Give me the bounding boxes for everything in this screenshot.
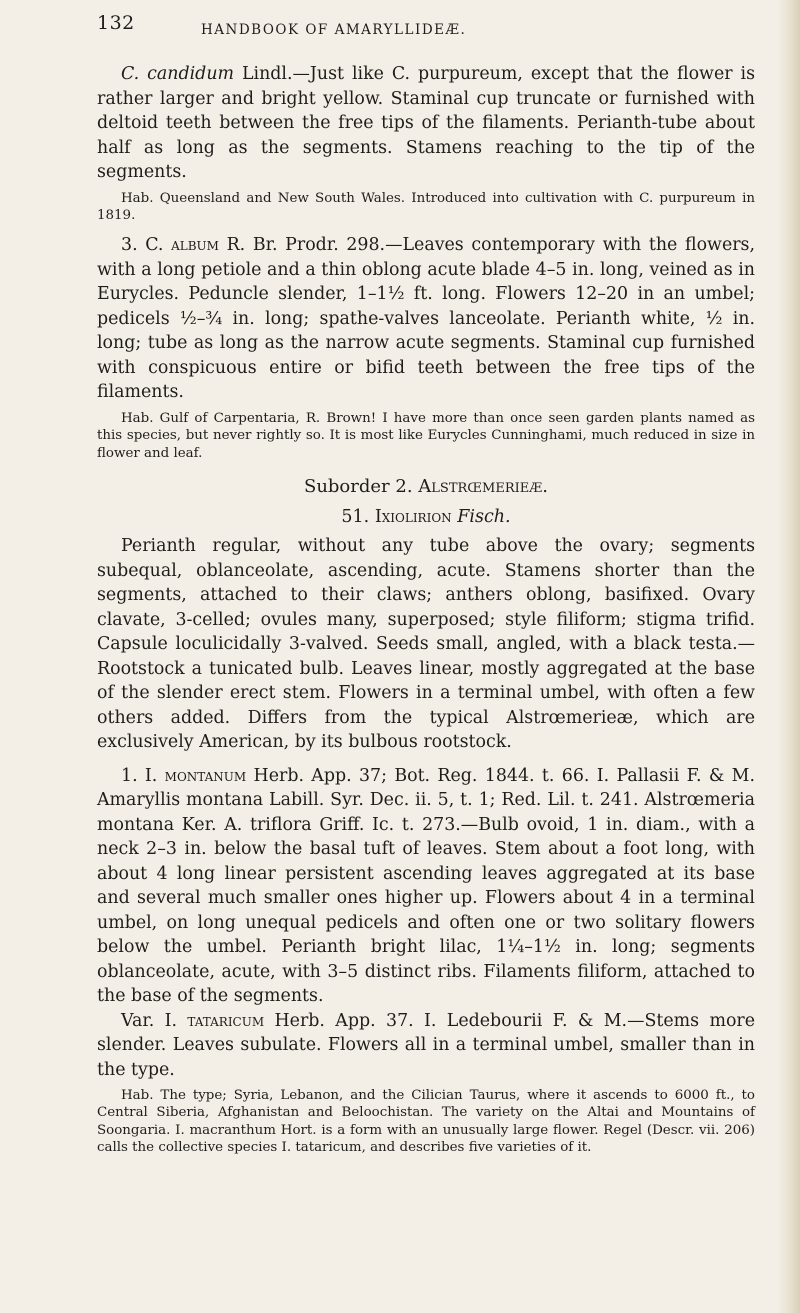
genus-heading: [97, 507, 755, 527]
genus-author: Fisch.: [457, 507, 511, 528]
genus-number: 51.: [341, 507, 370, 528]
variety-name: tataricum: [187, 1010, 265, 1031]
page-number: 132: [97, 12, 135, 34]
species-name: montanum: [164, 765, 247, 786]
genus-description: Perianth regular, without any tube above the ovary; segments subequal, oblanceolate, ascending, acute. Stamens shorter than the segments, attached to their claws; anthers oblong, basifixed. Ovary clavate, 3-celled; ovules many, superposed; style filiform; stigma trifid. Capsule loculicidally 3-valved. Seeds small, angled, with a black testa.—Rootstock a tunicated bulb. Leaves linear, mostly aggregated at the base of the slender erect stem. Flowers in a terminal umbel, with often a few others added. Differs from the typical Alstrœmerieæ, which are exclusively American, by its bulbous rootstock.: [97, 536, 755, 753]
suborder-name: Alstrœmerieæ.: [418, 476, 549, 498]
running-head: HANDBOOK OF AMARYLLIDEÆ.: [201, 22, 467, 38]
page-content: [97, 12, 755, 1157]
genus-name: Ixiolirion: [374, 507, 452, 528]
entry-text: R. Br. Prodr. 298.—Leaves contemporary with the flowers, with a long petiole and a thin oblong acute blade 4–5 in. long, veined as in Eurycles. Peduncle slender, 1–1½ ft. long. Flowers 12–20 in an umbel; pedicels ½–¾ in. long; spathe-valves lanceolate. Perianth white, ½ in. long; tube as long as the narrow acute segments. Staminal cup furnished with conspicuous entire or bifid teeth between the free tips of the filaments.: [97, 235, 755, 403]
habitat-note-album: Hab. Gulf of Carpentaria, R. Brown! I have more than once seen garden plants named as this species, but never rightly so. It is most like Eurycles Cunninghami, much reduced in size in flower and leaf.: [97, 410, 755, 461]
entry-candidum: [97, 62, 755, 185]
habitat-note-montanum: Hab. The type; Syria, Lebanon, and the Cilician Taurus, where it ascends to 6000 ft., to Central Siberia, Afghanistan and Beloochistan. The variety on the Altai and Mountains of Soongaria. I. macranthum Hort. is a form with an unusually large flower. Regel (Descr. vii. 206) calls the collective species I. tataricum, and describes five varieties of it.: [97, 1088, 755, 1156]
suborder-heading: [97, 476, 755, 497]
entry-album: [97, 233, 755, 405]
entry-number: 1. I.: [121, 765, 158, 786]
species-name: album: [171, 235, 219, 256]
entry-montanum: [97, 764, 755, 1009]
habitat-note-candidum: Hab. Queensland and New South Wales. Introduced into cultivation with C. purpureum in 1819.: [97, 190, 755, 223]
entry-tataricum: [97, 1009, 755, 1083]
entry-number: 3. C.: [121, 235, 164, 256]
entry-text: Herb. App. 37. I. Ledebourii F. & M.—Stems more slender. Leaves subulate. Flowers all in a terminal umbel, smaller than in the type.: [97, 1010, 756, 1080]
entry-text: Lindl.—Just like C. purpureum, except that the flower is rather larger and bright yellow. Staminal cup truncate or furnished with deltoid teeth between the free tips of the filaments. Perianth-tube about half as long as the segments. Stamens reaching to the tip of the segments.: [97, 64, 755, 182]
suborder-label: Suborder 2.: [303, 476, 413, 498]
page-header: [97, 12, 755, 62]
page-edge-shadow: [778, 0, 800, 1313]
entry-text: Herb. App. 37; Bot. Reg. 1844. t. 66. I. Pallasii F. & M. Amaryllis montana Labill. Syr. Dec. ii. 5, t. 1; Red. Lil. t. 241. Alstrœmeria montana Ker. A. triflora Griff. Ic. t. 273.—Bulb ovoid, 1 in. diam., with a neck 2–3 in. below the basal tuft of leaves. Stem about a foot long, with about 4 long linear persistent ascending leaves aggregated at its base and several much smaller ones higher up. Flowers about 4 in a terminal umbel, on long unequal pedicels and often one or two solitary flowers below the umbel. Perianth bright lilac, 1¼–1½ in. long; segments oblanceolate, acute, with 3–5 distinct ribs. Filaments filiform, attached to the base of the segments.: [97, 765, 755, 1007]
variety-label: Var. I.: [121, 1010, 178, 1031]
species-name: C. candidum: [121, 64, 235, 84]
